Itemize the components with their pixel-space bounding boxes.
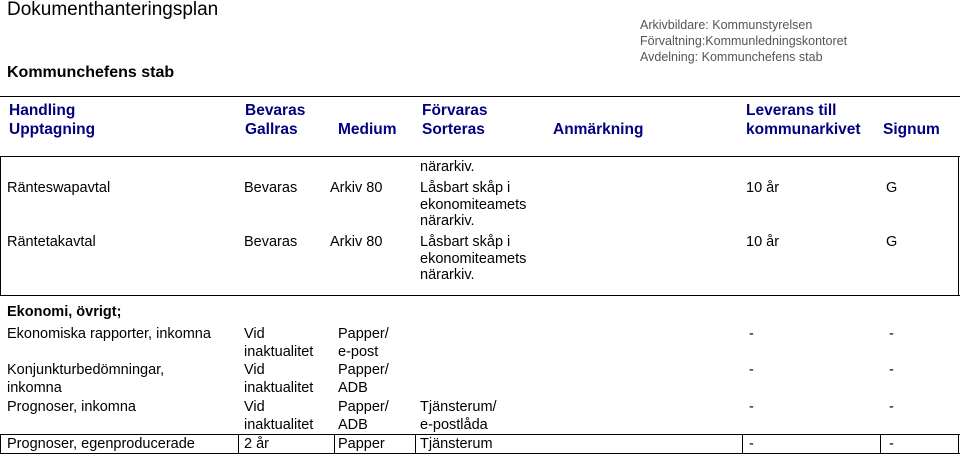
row1-signum: G: [886, 180, 898, 196]
header-sorteras: Sorteras: [422, 121, 485, 138]
header-bottom-border: [0, 156, 960, 157]
row1-bevaras: Bevaras: [244, 180, 298, 196]
table-right-border: [958, 156, 959, 295]
row6-leverans: -: [749, 436, 754, 452]
row6-signum: -: [889, 436, 894, 452]
unit-name: Kommunchefens stab: [7, 64, 175, 81]
last-row-top-border: [0, 434, 960, 435]
document-title: Dokumenthanteringsplan: [7, 0, 219, 20]
row6-handling: Prognoser, egenproducerade: [7, 436, 195, 452]
row1-forvaras-line3: närarkiv.: [420, 213, 475, 229]
row3-medium-line2: e-post: [338, 344, 379, 360]
row5-forvaras-line1: Tjänsterum/: [420, 399, 497, 415]
row4-handling-line1: Konjunkturbedömningar,: [7, 362, 165, 378]
row3-bevaras-line1: Vid: [244, 326, 265, 342]
meta-avdelning: Avdelning: Kommunchefens stab: [640, 50, 823, 64]
header-forvaras: Förvaras: [422, 102, 488, 119]
row3-handling: Ekonomiska rapporter, inkomna: [7, 326, 211, 342]
row5-leverans: -: [749, 399, 754, 415]
row1-forvaras-line1: Låsbart skåp i: [420, 180, 511, 196]
header-medium: Medium: [338, 121, 397, 138]
header-leverans-line1: Leverans till: [746, 102, 837, 119]
row3-signum: -: [889, 326, 894, 342]
row2-leverans: 10 år: [746, 234, 780, 250]
row2-forvaras-line1: Låsbart skåp i: [420, 234, 511, 250]
row4-handling-line2: inkomna: [7, 380, 62, 396]
row5-medium-line2: ADB: [338, 417, 368, 433]
row3-leverans: -: [749, 326, 754, 342]
row5-bevaras-line1: Vid: [244, 399, 265, 415]
header-top-border: [0, 96, 960, 97]
meta-arkivbildare: Arkivbildare: Kommunstyrelsen: [640, 18, 813, 32]
row2-signum: G: [886, 234, 898, 250]
header-gallras: Gallras: [245, 121, 298, 138]
section-divider: [0, 295, 960, 296]
row4-medium-line2: ADB: [338, 380, 368, 396]
section-heading: Ekonomi, övrigt;: [7, 304, 122, 320]
row5-signum: -: [889, 399, 894, 415]
last-row-divider: [415, 434, 416, 454]
row2-bevaras: Bevaras: [244, 234, 298, 250]
row4-bevaras-line2: inaktualitet: [244, 380, 314, 396]
row2-handling: Räntetakavtal: [7, 234, 96, 250]
row5-handling: Prognoser, inkomna: [7, 399, 136, 415]
header-bevaras: Bevaras: [245, 102, 306, 119]
header-upptagning: Upptagning: [9, 121, 96, 138]
row2-forvaras-line3: närarkiv.: [420, 267, 475, 283]
row1-handling: Ränteswapavtal: [7, 180, 111, 196]
table-left-border: [0, 156, 1, 295]
header-handling: Handling: [9, 102, 76, 119]
last-row-divider: [0, 434, 1, 454]
row5-bevaras-line2: inaktualitet: [244, 417, 314, 433]
row3-bevaras-line2: inaktualitet: [244, 344, 314, 360]
row4-medium-line1: Papper/: [338, 362, 389, 378]
last-row-divider: [880, 434, 881, 454]
row1-leverans: 10 år: [746, 180, 780, 196]
row5-forvaras-line2: e-postlåda: [420, 417, 488, 433]
last-row-divider: [334, 434, 335, 454]
row6-forvaras: Tjänsterum: [420, 436, 493, 452]
header-leverans-line2: kommunarkivet: [746, 121, 861, 138]
last-row-divider: [742, 434, 743, 454]
row4-bevaras-line1: Vid: [244, 362, 265, 378]
last-row-divider: [958, 434, 959, 454]
row1-medium: Arkiv 80: [330, 180, 383, 196]
last-row-divider: [238, 434, 239, 454]
row4-signum: -: [889, 362, 894, 378]
row5-medium-line1: Papper/: [338, 399, 389, 415]
header-signum: Signum: [883, 121, 940, 138]
row1-forvaras-line2: ekonomiteamets: [420, 197, 527, 213]
header-anmarkning: Anmärkning: [553, 121, 644, 138]
carry-over-text: närarkiv.: [420, 159, 475, 175]
row2-forvaras-line2: ekonomiteamets: [420, 251, 527, 267]
row4-leverans: -: [749, 362, 754, 378]
row6-medium: Papper: [338, 436, 385, 452]
last-row-bottom-border: [0, 453, 960, 454]
meta-forvaltning: Förvaltning:Kommunledningskontoret: [640, 34, 848, 48]
row2-medium: Arkiv 80: [330, 234, 383, 250]
row3-medium-line1: Papper/: [338, 326, 389, 342]
row6-bevaras: 2 år: [244, 436, 269, 452]
